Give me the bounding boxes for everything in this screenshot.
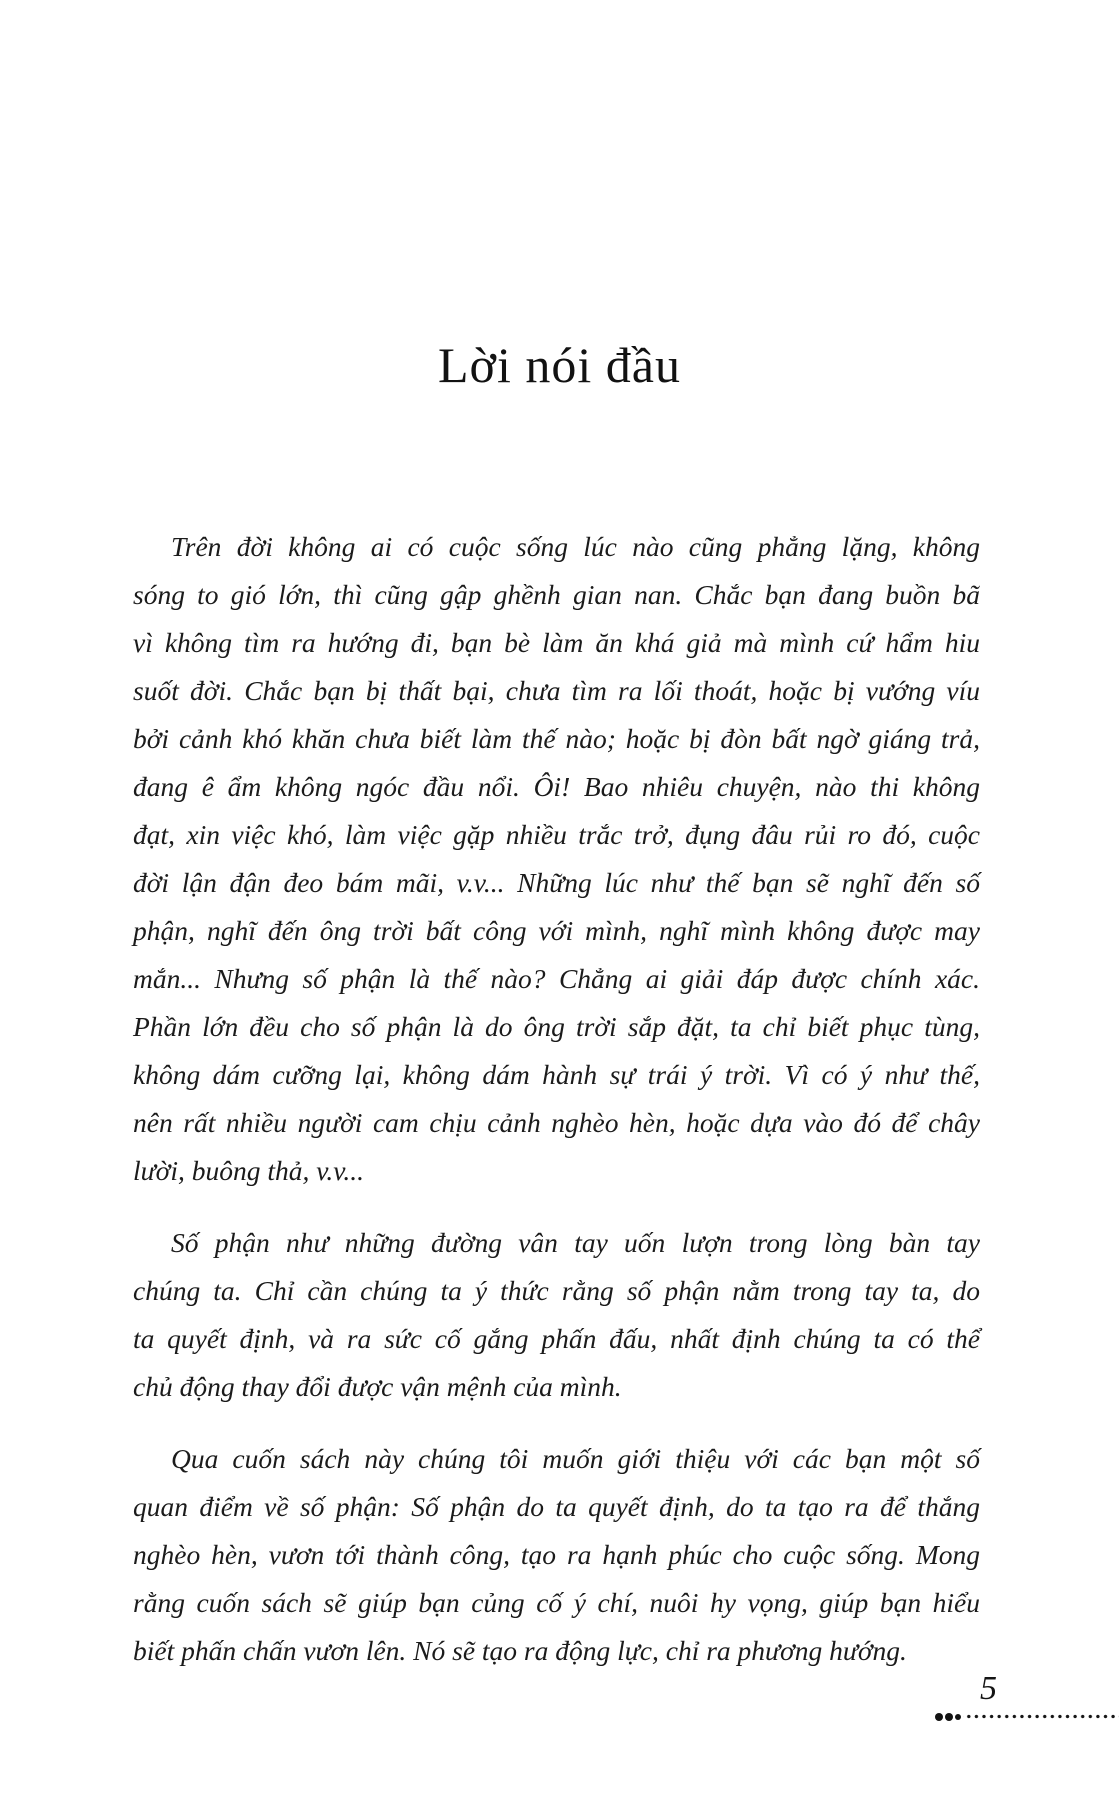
text-line: đạt, xin việc khó, làm việc gặp nhiều trắc trở, đụng đâu rủi ro đó, cuộc bbox=[133, 819, 980, 850]
paragraph bbox=[133, 1219, 980, 1411]
dot-icon bbox=[955, 1714, 961, 1720]
text-line: quan điểm về số phận: Số phận do ta quyết định, do ta tạo ra để thắng bbox=[133, 1491, 980, 1522]
dot-icon bbox=[935, 1713, 943, 1721]
text-line: không dám cưỡng lại, không dám hành sự trái ý trời. Vì có ý như thế, bbox=[133, 1059, 980, 1090]
dot-row-icon bbox=[963, 1712, 1119, 1721]
text-line: bởi cảnh khó khăn chưa biết làm thế nào; hoặc bị đòn bất ngờ giáng trả, bbox=[133, 723, 980, 754]
page-title: Lời nói đầu bbox=[438, 337, 681, 393]
text-line: Phần lớn đều cho số phận là do ông trời sắp đặt, ta chỉ biết phục tùng, bbox=[133, 1011, 980, 1042]
text-line: Trên đời không ai có cuộc sống lúc nào cũng phẳng lặng, không bbox=[171, 531, 980, 562]
footer-dotted-line bbox=[935, 1712, 1119, 1721]
text-line: Số phận như những đường vân tay uốn lượn trong lòng bàn tay bbox=[171, 1227, 980, 1258]
text-line: đang ê ẩm không ngóc đầu nổi. Ôi! Bao nhiêu chuyện, nào thi không bbox=[133, 771, 980, 802]
text-line: Qua cuốn sách này chúng tôi muốn giới thiệu với các bạn một số bbox=[171, 1443, 980, 1474]
text-line: đời lận đận đeo bám mãi, v.v... Những lúc như thế bạn sẽ nghĩ đến số bbox=[133, 867, 980, 898]
paragraph bbox=[133, 523, 980, 1195]
text-line: rằng cuốn sách sẽ giúp bạn củng cố ý chí, nuôi hy vọng, giúp bạn hiểu bbox=[133, 1587, 980, 1618]
text-line: phận, nghĩ đến ông trời bất công với mình, nghĩ mình không được may bbox=[133, 915, 980, 946]
text-line: nghèo hèn, vươn tới thành công, tạo ra hạnh phúc cho cuộc sống. Mong bbox=[133, 1539, 980, 1570]
body-text bbox=[133, 523, 980, 1675]
text-line: mắn... Nhưng số phận là thế nào? Chẳng ai giải đáp được chính xác. bbox=[133, 963, 980, 994]
text-line: chúng ta. Chỉ cần chúng ta ý thức rằng số phận nằm trong tay ta, do bbox=[133, 1275, 980, 1306]
text-line: ta quyết định, và ra sức cố gắng phấn đấu, nhất định chúng ta có thể bbox=[133, 1323, 980, 1354]
paragraph bbox=[133, 1435, 980, 1675]
text-line: chủ động thay đổi được vận mệnh của mình. bbox=[133, 1371, 622, 1402]
text-line: sóng to gió lớn, thì cũng gập ghềnh gian nan. Chắc bạn đang buồn bã bbox=[133, 579, 980, 610]
dot-icon bbox=[945, 1713, 953, 1721]
text-line: nên rất nhiều người cam chịu cảnh nghèo hèn, hoặc dựa vào đó để chây bbox=[133, 1107, 980, 1138]
page-number: 5 bbox=[980, 1670, 997, 1707]
text-line: biết phấn chấn vươn lên. Nó sẽ tạo ra động lực, chỉ ra phương hướng. bbox=[133, 1635, 907, 1666]
text-line: vì không tìm ra hướng đi, bạn bè làm ăn khá giả mà mình cứ hẩm hiu bbox=[133, 627, 980, 658]
text-line: lười, buông thả, v.v... bbox=[133, 1155, 365, 1186]
text-line: suốt đời. Chắc bạn bị thất bại, chưa tìm ra lối thoát, hoặc bị vướng víu bbox=[133, 675, 980, 706]
